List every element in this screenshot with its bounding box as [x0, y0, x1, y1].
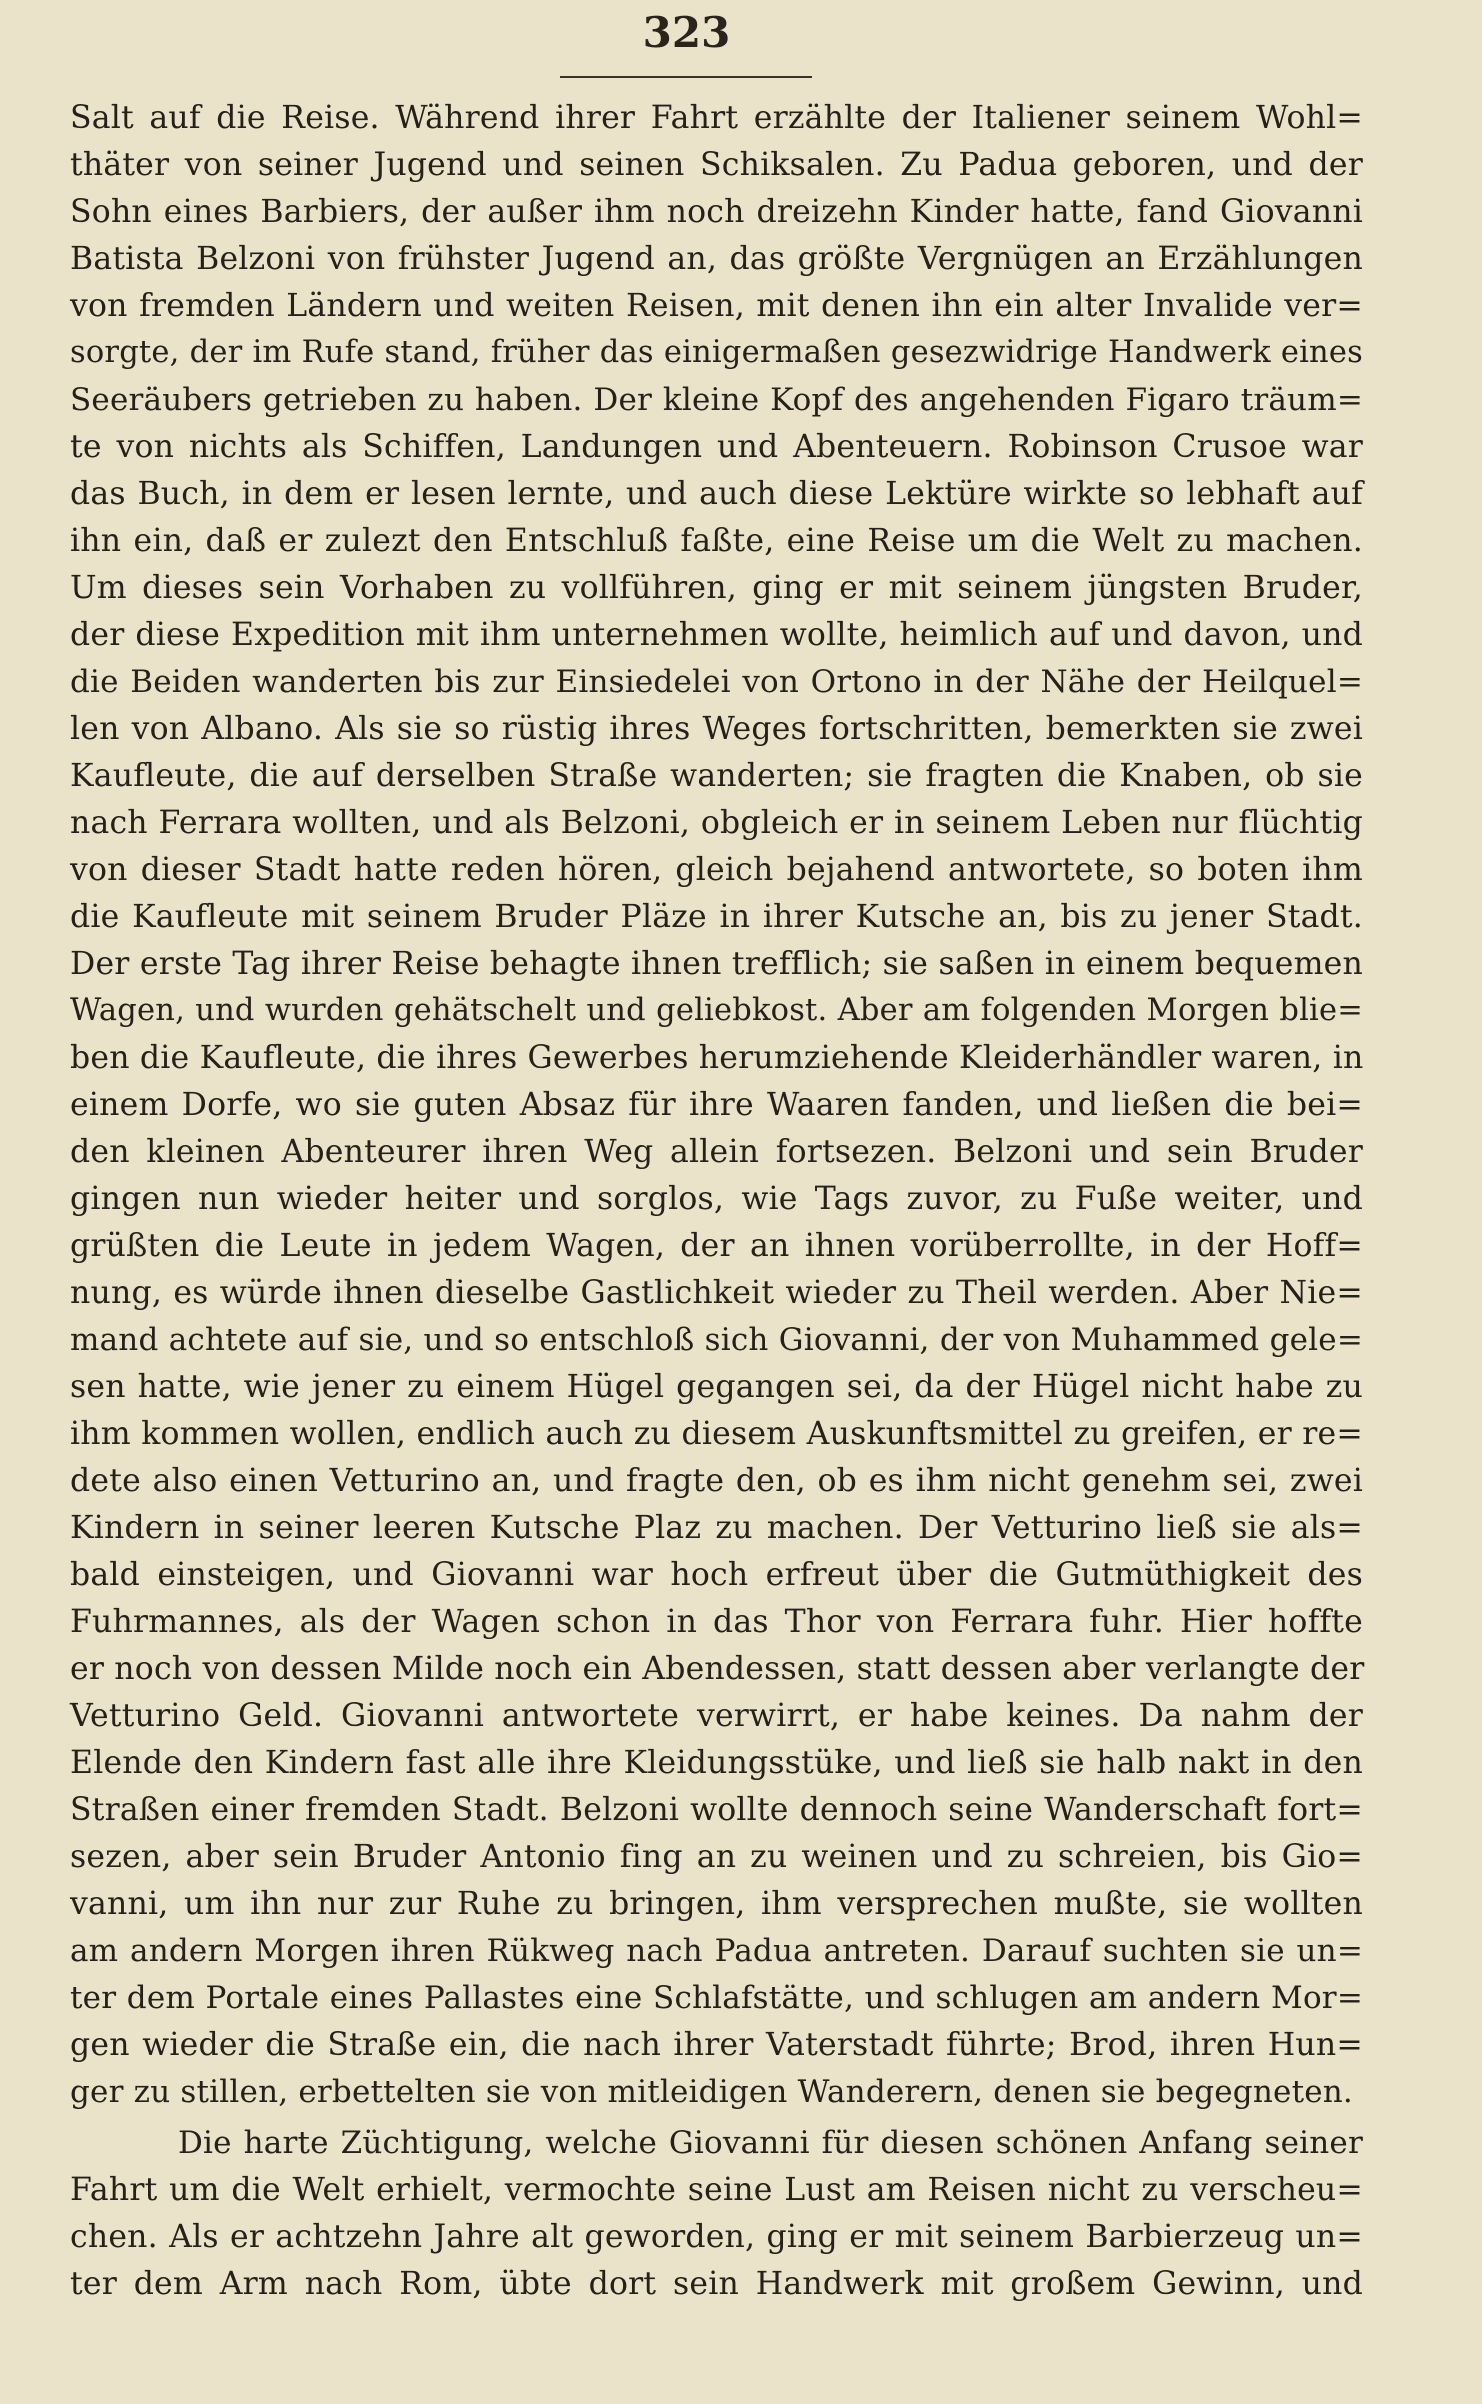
text-line: Batista Belzoni von frühster Jugend an, das größte Vergnügen an Erzählungen	[70, 241, 1363, 277]
text-line: sorgte, der im Rufe stand, früher das einigermaßen gesezwidrige Handwerk eines	[70, 335, 1363, 370]
text-line: Vetturino Geld. Giovanni antwortete verwirrt, er habe keines. Da nahm der	[70, 1698, 1363, 1734]
text-line: von fremden Ländern und weiten Reisen, mit denen ihn ein alter Invalide ver=	[70, 288, 1363, 324]
text-line: er noch von dessen Milde noch ein Abendessen, statt dessen aber verlangte der	[70, 1651, 1365, 1687]
text-line: den kleinen Abenteurer ihren Weg allein fortsezen. Belzoni und sein Bruder	[70, 1134, 1363, 1170]
text-line: ihm kommen wollen, endlich auch zu diesem Auskunftsmittel zu greifen, er re=	[70, 1416, 1363, 1452]
text-line: Salt auf die Reise. Während ihrer Fahrt erzählte der Italiener seinem Wohl=	[70, 100, 1363, 136]
text-line: ihn ein, daß er zulezt den Entschluß faßte, eine Reise um die Welt zu machen.	[70, 523, 1363, 559]
text-line: das Buch, in dem er lesen lernte, und auch diese Lektüre wirkte so lebhaft auf	[70, 476, 1363, 512]
text-line: Der erste Tag ihrer Reise behagte ihnen trefflich; sie saßen in einem bequemen	[70, 946, 1363, 982]
text-line: Die harte Züchtigung, welche Giovanni für diesen schönen Anfang seiner	[178, 2125, 1363, 2161]
text-line: grüßten die Leute in jedem Wagen, der an ihnen vorüberrollte, in der Hoff=	[70, 1228, 1363, 1264]
text-line: am andern Morgen ihren Rükweg nach Padua antreten. Darauf suchten sie un=	[70, 1933, 1363, 1969]
text-line: dete also einen Vetturino an, und fragte den, ob es ihm nicht genehm sei, zwei	[70, 1463, 1363, 1499]
header-rule	[560, 76, 812, 78]
text-line: mand achtete auf sie, und so entschloß sich Giovanni, der von Muhammed gele=	[70, 1322, 1363, 1358]
text-line: thäter von seiner Jugend und seinen Schiksalen. Zu Padua geboren, und der	[70, 147, 1363, 183]
text-line: ter dem Portale eines Pallastes eine Schlafstätte, und schlugen am andern Mor=	[70, 1980, 1363, 2016]
text-line: Kaufleute, die auf derselben Straße wanderten; sie fragten die Knaben, ob sie	[70, 758, 1363, 794]
text-line: von dieser Stadt hatte reden hören, gleich bejahend antwortete, so boten ihm	[70, 852, 1363, 888]
text-line: ter dem Arm nach Rom, übte dort sein Handwerk mit großem Gewinn, und	[70, 2266, 1363, 2302]
text-line: die Kaufleute mit seinem Bruder Pläze in ihrer Kutsche an, bis zu jener Stadt.	[70, 899, 1363, 935]
text-line: Kindern in seiner leeren Kutsche Plaz zu machen. Der Vetturino ließ sie als=	[70, 1510, 1363, 1546]
text-line: chen. Als er achtzehn Jahre alt geworden, ging er mit seinem Barbierzeug un=	[70, 2219, 1363, 2255]
text-line: Wagen, und wurden gehätschelt und geliebkost. Aber am folgenden Morgen blie=	[70, 993, 1363, 1028]
text-line: Fahrt um die Welt erhielt, vermochte seine Lust am Reisen nicht zu verscheu=	[70, 2172, 1363, 2208]
text-line: Fuhrmannes, als der Wagen schon in das Thor von Ferrara fuhr. Hier hoffte	[70, 1604, 1363, 1640]
text-line: einem Dorfe, wo sie guten Absaz für ihre Waaren fanden, und ließen die bei=	[70, 1087, 1363, 1123]
text-line: Seeräubers getrieben zu haben. Der kleine Kopf des angehenden Figaro träum=	[70, 382, 1363, 418]
text-line: die Beiden wanderten bis zur Einsiedelei von Ortono in der Nähe der Heilquel=	[70, 664, 1363, 700]
text-line: vanni, um ihn nur zur Ruhe zu bringen, ihm versprechen mußte, sie wollten	[70, 1886, 1363, 1922]
text-line: Sohn eines Barbiers, der außer ihm noch dreizehn Kinder hatte, fand Giovanni	[70, 194, 1363, 230]
text-line: nung, es würde ihnen dieselbe Gastlichkeit wieder zu Theil werden. Aber Nie=	[70, 1275, 1363, 1311]
text-line: Elende den Kindern fast alle ihre Kleidungsstüke, und ließ sie halb nakt in den	[70, 1745, 1363, 1781]
text-line: gen wieder die Straße ein, die nach ihrer Vaterstadt führte; Brod, ihren Hun=	[70, 2027, 1363, 2063]
text-line: Um dieses sein Vorhaben zu vollführen, ging er mit seinem jüngsten Bruder,	[70, 570, 1363, 606]
text-line: nach Ferrara wollten, und als Belzoni, obgleich er in seinem Leben nur flüchtig	[70, 805, 1363, 841]
text-line: der diese Expedition mit ihm unternehmen wollte, heimlich auf und davon, und	[70, 617, 1363, 653]
text-line: ger zu stillen, erbettelten sie von mitleidigen Wanderern, denen sie begegneten.	[70, 2074, 1353, 2110]
page-number: 323	[642, 8, 731, 57]
text-line: ben die Kaufleute, die ihres Gewerbes herumziehende Kleiderhändler waren, in	[70, 1040, 1364, 1076]
text-line: gingen nun wieder heiter und sorglos, wie Tags zuvor, zu Fuße weiter, und	[70, 1181, 1363, 1217]
text-line: te von nichts als Schiffen, Landungen und Abenteuern. Robinson Crusoe war	[70, 429, 1363, 465]
text-line: len von Albano. Als sie so rüstig ihres Weges fortschritten, bemerkten sie zwei	[70, 711, 1363, 747]
text-line: bald einsteigen, und Giovanni war hoch erfreut über die Gutmüthigkeit des	[70, 1557, 1363, 1593]
text-line: sezen, aber sein Bruder Antonio fing an zu weinen und zu schreien, bis Gio=	[70, 1839, 1363, 1875]
text-line: Straßen einer fremden Stadt. Belzoni wollte dennoch seine Wanderschaft fort=	[70, 1792, 1363, 1828]
text-line: sen hatte, wie jener zu einem Hügel gegangen sei, da der Hügel nicht habe zu	[70, 1369, 1363, 1405]
